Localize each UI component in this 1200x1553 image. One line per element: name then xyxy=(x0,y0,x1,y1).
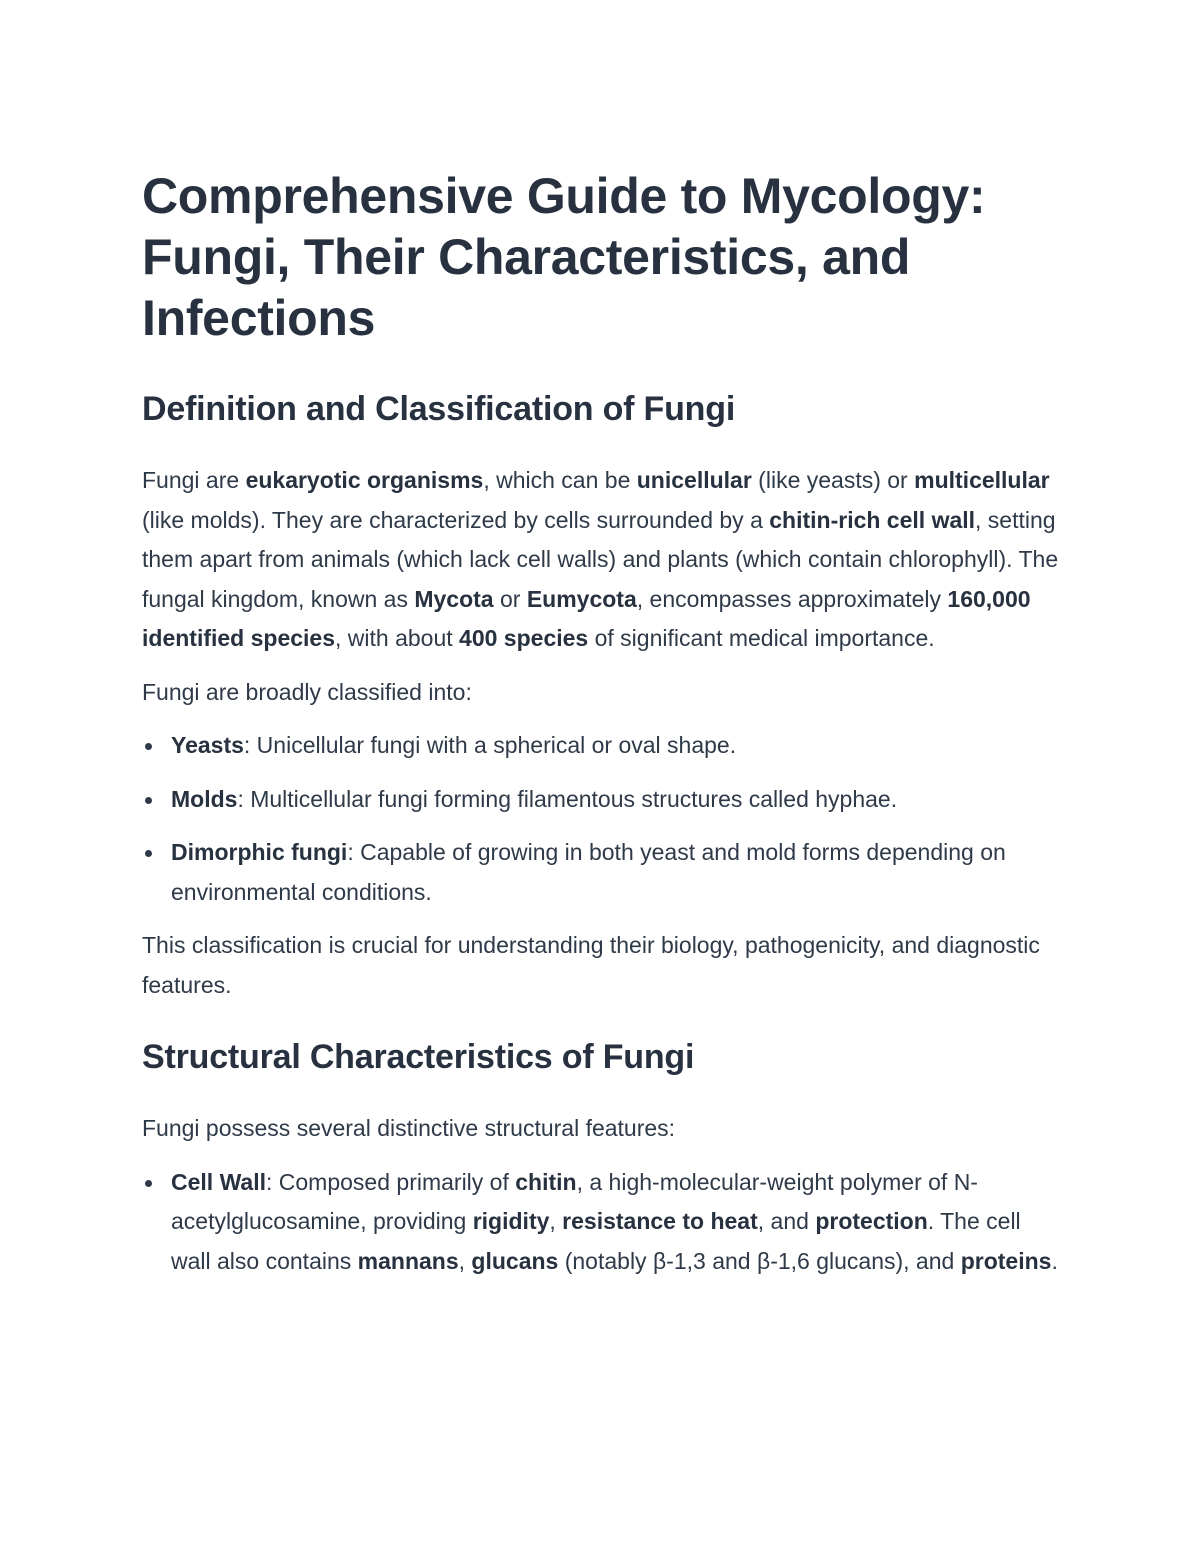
document-page xyxy=(142,166,1062,1295)
classification-list xyxy=(142,726,1062,912)
bullet-icon xyxy=(145,797,152,804)
list-item: Yeasts: Unicellular fungi with a spherical or oval shape. xyxy=(142,726,1062,766)
bullet-icon xyxy=(145,850,152,857)
page-title: Comprehensive Guide to Mycology: Fungi, Their Characteristics, and Infections xyxy=(142,168,986,346)
list-item: Cell Wall: Composed primarily of chitin, a high-molecular-weight polymer of N-acetylglucosamine, providing rigidity, resistance to heat, and protection. The cell wall also contains mannans, glucans (notably β-1,3 and β-1,6 glucans), and proteins. xyxy=(142,1163,1062,1282)
list-item: Molds: Multicellular fungi forming filamentous structures called hyphae. xyxy=(142,780,1062,820)
bullet-icon xyxy=(145,743,152,750)
structural-intro: Fungi possess several distinctive structural features: xyxy=(142,1115,676,1141)
bullet-icon xyxy=(145,1180,152,1187)
structural-list xyxy=(142,1163,1062,1282)
section-heading-definition: Definition and Classification of Fungi xyxy=(142,390,736,428)
classification-intro: Fungi are broadly classified into: xyxy=(142,678,472,705)
classification-closing: This classification is crucial for understanding their biology, pathogenicity, and diagnostic features. xyxy=(142,932,1040,998)
section-heading-structural: Structural Characteristics of Fungi xyxy=(142,1038,695,1076)
definition-paragraph: Fungi are eukaryotic organisms, which can be unicellular (like yeasts) or multicellular (like molds). They are characterized by cells surrounded by a chitin-rich cell wall, setting them apart from animals (which lack cell walls) and plants (which contain chlorophyll). The fungal kingdom, known as Mycota or Eumycota, encompasses approximately 160,000 identified species, with about 400 species of significant medical importance. xyxy=(142,467,1059,651)
list-item: Dimorphic fungi: Capable of growing in both yeast and mold forms depending on environmental conditions. xyxy=(142,833,1062,912)
